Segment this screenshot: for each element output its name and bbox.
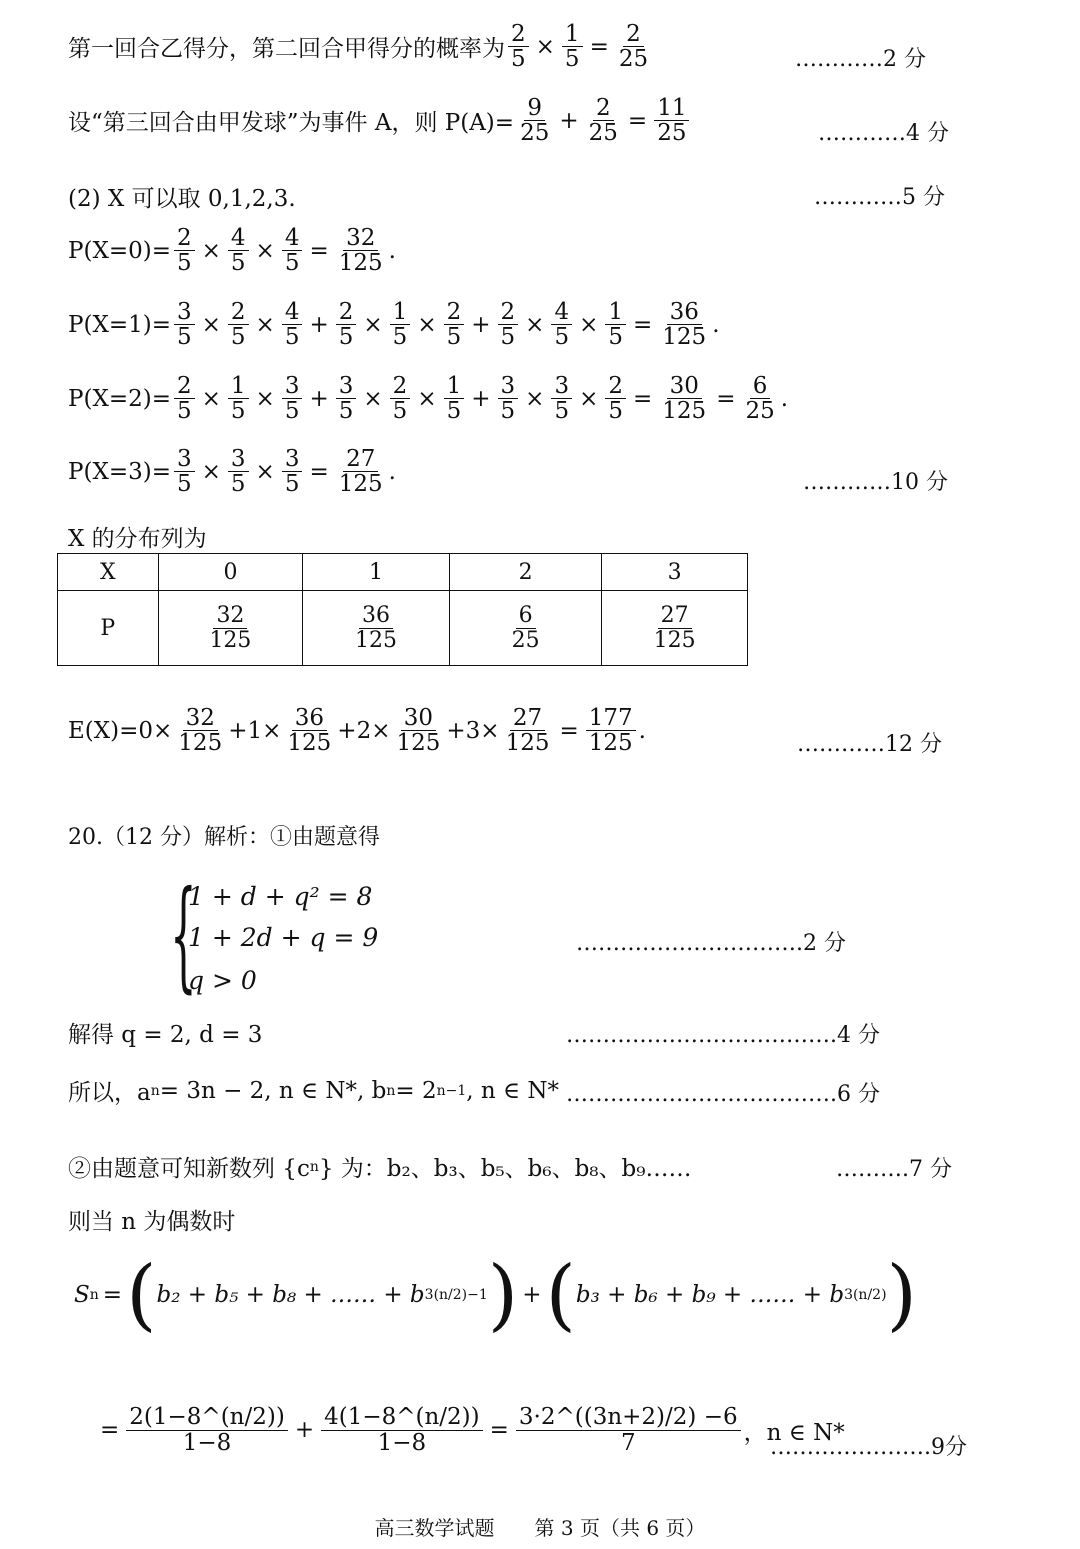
op: =	[589, 33, 609, 60]
op: =	[309, 237, 329, 264]
op: ×	[417, 385, 437, 412]
fraction: $\frac{2(1-8\^{}(n/2))}{1-8}$	[126, 1405, 288, 1454]
op: ×	[525, 385, 545, 412]
op: =	[559, 717, 579, 744]
score-mark: ……………………………….4 分	[566, 1023, 880, 1048]
fraction: $\frac{6}{25}$	[745, 373, 775, 425]
table-cell: 1	[303, 554, 450, 591]
op: =	[309, 458, 329, 485]
text: ，n ∈ N*	[743, 1419, 845, 1446]
fraction: $\frac{30}{125}$	[662, 373, 707, 425]
op: +	[309, 311, 329, 338]
prob-x3	[68, 447, 396, 496]
text: ②由题意可知新数列 {c	[68, 1156, 310, 1182]
distribution-table	[57, 553, 748, 666]
text: .	[388, 237, 396, 264]
text: } 为：b₂、b₃、b₅、b₆、b₈、b₉……	[318, 1156, 692, 1182]
subscript: n	[309, 1158, 319, 1175]
system-eq-1: 1 + d + q² = 8	[188, 882, 373, 911]
text: (2) X 可以取 0,1,2,3.	[68, 186, 296, 212]
fraction: $\frac{3}{5}$	[282, 447, 303, 496]
op: ×	[201, 237, 221, 264]
fraction: $\frac{1}{5}$	[228, 374, 249, 423]
line-prob-first-round	[68, 22, 654, 71]
table-row	[58, 591, 748, 666]
text: 设“第三回合由甲发球”为事件 A，则 P(A)=	[68, 110, 515, 137]
op: =	[102, 1282, 123, 1308]
subscript: 3(n/2)	[844, 1287, 887, 1303]
op: ×	[535, 33, 555, 60]
score-mark: ………………….9分	[770, 1435, 967, 1460]
prob-x2	[68, 374, 788, 423]
op: ×	[363, 311, 383, 338]
brace: {	[170, 866, 197, 1005]
op: ×	[579, 311, 599, 338]
text: .	[780, 385, 789, 412]
score-mark: …………10 分	[803, 470, 948, 495]
fraction: $\frac{2}{5}$	[228, 300, 249, 349]
fraction: $\frac{11}{25}$	[654, 96, 689, 145]
line-event-a	[68, 96, 692, 145]
even-case-line: 则当 n 为偶数时	[68, 1209, 236, 1235]
text: +3×	[446, 717, 500, 744]
line-part-2	[68, 180, 296, 213]
fraction: $\frac{2}{5}$	[605, 374, 626, 423]
op: =	[633, 385, 653, 412]
op: ×	[255, 458, 275, 485]
paren: )	[886, 1250, 917, 1340]
new-sequence-line	[68, 1150, 691, 1183]
fraction: $\frac{1}{5}$	[444, 374, 465, 423]
op: +	[309, 385, 329, 412]
text: P(X=2)=	[68, 385, 171, 412]
table-cell: 3	[602, 554, 748, 591]
op: +	[471, 311, 491, 338]
op: ×	[525, 311, 545, 338]
score-mark: ………………………….2 分	[576, 931, 846, 956]
paren: (	[126, 1250, 157, 1340]
op: ×	[363, 385, 383, 412]
table-cell	[449, 591, 602, 666]
op: +	[294, 1417, 315, 1443]
text: b₂ + b₅ + b₈ + …… + b	[156, 1282, 425, 1308]
text: .	[712, 311, 720, 338]
text: 0×	[138, 717, 173, 744]
table-cell	[158, 591, 303, 666]
op: ×	[201, 458, 221, 485]
expectation	[68, 706, 646, 755]
fraction: $\frac{1}{5}$	[605, 300, 626, 349]
text: 所以，a	[68, 1080, 151, 1106]
page-footer: 高三数学试题 第 3 页（共 6 页）	[374, 1516, 706, 1540]
text: E(X)=	[68, 717, 139, 744]
op: +	[522, 1282, 542, 1308]
op: ×	[201, 311, 221, 338]
fraction: $\frac{4(1-8\^{}(n/2))}{1-8}$	[321, 1405, 483, 1454]
system-eq-3: q > 0	[188, 966, 257, 995]
paren: (	[545, 1250, 576, 1340]
fraction: $\frac{4}{5}$	[282, 226, 303, 275]
text: +1×	[228, 717, 282, 744]
table-cell	[602, 591, 748, 666]
fraction: $\frac{9}{25}$	[520, 95, 550, 147]
text: +2×	[337, 717, 391, 744]
score-mark: ……………………………….6 分	[566, 1082, 880, 1107]
fraction: $\frac{2}{5}$	[508, 22, 529, 71]
paren: )	[487, 1250, 519, 1340]
score-mark: …………12 分	[797, 732, 942, 757]
fraction: $\frac{2}{5}$	[498, 300, 519, 349]
fraction: $\frac{36}{125}$	[355, 603, 398, 653]
superscript: n−1	[436, 1082, 467, 1099]
fraction: $\frac{3}{5}$	[498, 374, 519, 423]
op: =	[716, 385, 736, 412]
text: , n ∈ N*	[466, 1077, 559, 1104]
text: b₃ + b₆ + b₉ + …… + b	[575, 1282, 845, 1308]
op: ×	[255, 311, 275, 338]
score-mark: …………2 分	[795, 47, 926, 72]
op: =	[627, 107, 648, 134]
table-cell: 2	[449, 554, 602, 591]
op: =	[633, 311, 653, 338]
text: P(X=0)=	[68, 237, 171, 264]
score-mark: ……….7 分	[836, 1157, 952, 1182]
subscript: n	[150, 1082, 160, 1099]
fraction: $\frac{32}{125}$	[338, 225, 383, 277]
fraction: $\frac{3}{5}$	[228, 447, 249, 496]
op: +	[559, 107, 579, 134]
general-term-line	[68, 1074, 559, 1107]
table-cell: 0	[158, 554, 303, 591]
fraction: $\frac{3}{5}$	[174, 300, 195, 349]
op: ×	[201, 385, 221, 412]
op: ×	[255, 385, 275, 412]
table-header-row	[58, 554, 748, 591]
fraction: $\frac{36}{125}$	[287, 705, 332, 757]
fraction: $\frac{177}{125}$	[586, 706, 636, 755]
text: = 2	[395, 1077, 437, 1104]
fraction: $\frac{3}{5}$	[174, 447, 195, 496]
text: = 3n − 2, n ∈ N*, b	[159, 1077, 387, 1104]
fraction: $\frac{2}{5}$	[336, 300, 357, 349]
text: S	[74, 1282, 90, 1308]
fraction: $\frac{1}{5}$	[390, 300, 411, 349]
fraction: $\frac{4}{5}$	[551, 300, 572, 349]
fraction: $\frac{2}{25}$	[588, 95, 618, 147]
score-mark: …………4 分	[818, 121, 949, 146]
op: +	[471, 385, 491, 412]
sn-result-line	[96, 1380, 845, 1480]
fraction: $\frac{36}{125}$	[662, 299, 707, 351]
fraction: $\frac{30}{125}$	[396, 705, 441, 757]
fraction: $\frac{32}{125}$	[178, 705, 223, 757]
fraction: $\frac{6}{25}$	[511, 603, 540, 653]
q20-title: 20.（12 分）解析：①由题意得	[68, 825, 380, 850]
subscript: n	[89, 1287, 99, 1303]
sn-line	[74, 1250, 917, 1340]
table-cell: P	[58, 591, 159, 666]
op: =	[489, 1417, 509, 1443]
op: ×	[579, 385, 599, 412]
table-cell: X	[58, 554, 159, 591]
fraction: $\frac{3}{5}$	[336, 374, 357, 423]
op: ×	[417, 311, 437, 338]
text: .	[638, 717, 646, 744]
solve-line: 解得 q = 2, d = 3	[68, 1022, 263, 1048]
fraction: $\frac{4}{5}$	[282, 300, 303, 349]
fraction: $\frac{32}{125}$	[209, 603, 252, 653]
table-cell	[303, 591, 450, 666]
fraction: $\frac{2}{5}$	[174, 374, 195, 423]
dist-title: X 的分布列为	[68, 526, 207, 552]
fraction: $\frac{2}{5}$	[174, 226, 195, 275]
fraction: $\frac{27}{125}$	[505, 705, 550, 757]
fraction: $\frac{27}{125}$	[653, 603, 696, 653]
subscript: 3(n/2)−1	[424, 1287, 488, 1303]
fraction: $\frac{2}{5}$	[444, 300, 465, 349]
text: .	[388, 458, 396, 485]
prob-x1	[68, 300, 720, 349]
fraction: $\frac{2}{25}$	[618, 21, 649, 73]
fraction: $\frac{3}{5}$	[282, 374, 303, 423]
subscript: n	[386, 1082, 396, 1099]
system-eq-2: 1 + 2d + q = 9	[188, 923, 379, 952]
fraction: $\frac{4}{5}$	[228, 226, 249, 275]
fraction: $\frac{3\cdot 2\^{}((3n+2)/2) -6}{7}$	[516, 1405, 741, 1454]
fraction: $\frac{2}{5}$	[390, 374, 411, 423]
prob-x0	[68, 226, 396, 275]
score-mark: …………5 分	[814, 185, 945, 210]
op: ×	[255, 237, 275, 264]
text: 第一回合乙得分，第二回合甲得分的概率为	[68, 36, 505, 63]
text: P(X=1)=	[68, 311, 171, 338]
fraction: $\frac{3}{5}$	[551, 374, 572, 423]
fraction: $\frac{1}{5}$	[562, 22, 583, 71]
fraction: $\frac{27}{125}$	[338, 446, 383, 498]
op: =	[100, 1417, 120, 1443]
text: P(X=3)=	[68, 458, 171, 485]
